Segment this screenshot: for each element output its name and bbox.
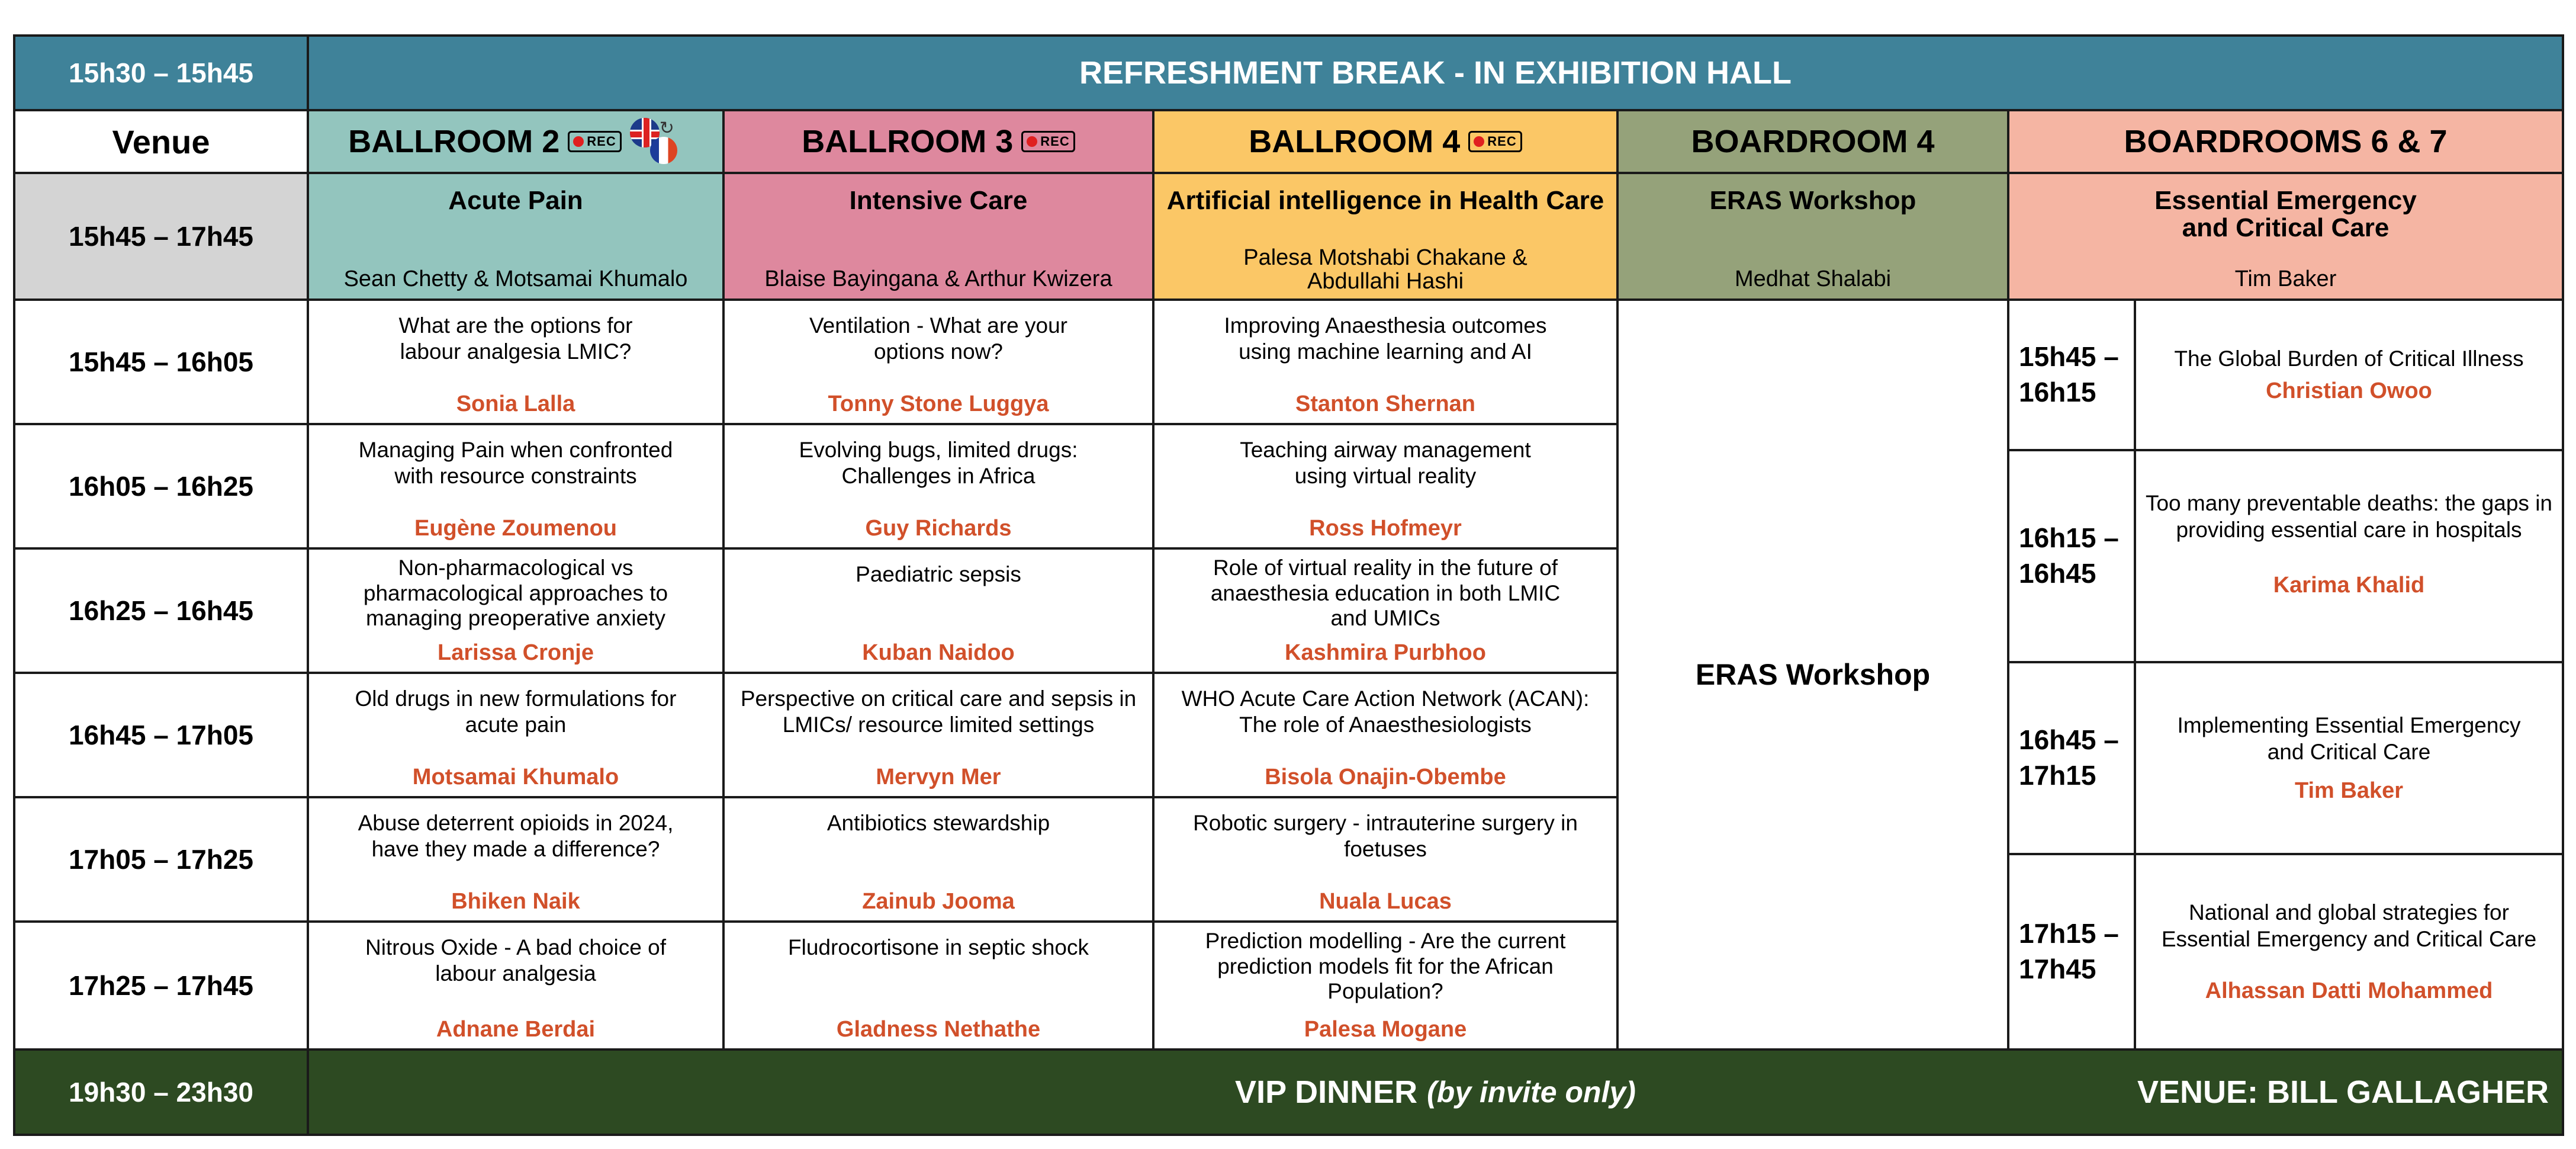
room-name: BALLROOM 2 xyxy=(348,124,560,159)
theme-ballroom4 xyxy=(1152,172,1619,301)
room-header-ballroom3 xyxy=(722,109,1154,174)
dinner-time-cell xyxy=(13,1048,309,1136)
speaker-name: Sonia Lalla xyxy=(456,391,575,416)
record-dot-icon xyxy=(573,136,584,147)
talk-title: Fludrocortisone in septic shock xyxy=(788,935,1089,959)
talk-title: National and global strategies for Essential Emergency and Critical Care xyxy=(2161,900,2537,951)
talk-title: Old drugs in new formulations for acute pain xyxy=(355,686,677,737)
slot-time-cell xyxy=(13,299,309,425)
talk-title: Improving Anaesthesia outcomes using machine learning and AI xyxy=(1224,313,1547,364)
talk-ballroom3 xyxy=(722,423,1154,550)
session-time: 15h45 – 17h45 xyxy=(68,221,253,252)
speaker-name: Christian Owoo xyxy=(2266,378,2432,403)
br67-time-cell xyxy=(2007,661,2136,855)
br67-time: 16h15 – 16h45 xyxy=(2019,522,2119,589)
slot-time: 16h25 – 16h45 xyxy=(68,595,253,626)
theme-title: Artificial intelligence in Health Care xyxy=(1166,186,1604,215)
dinner-time: 19h30 – 23h30 xyxy=(68,1077,253,1108)
slot-time: 16h45 – 17h05 xyxy=(68,720,253,750)
br67-talk xyxy=(2134,299,2564,451)
break-title: REFRESHMENT BREAK - IN EXHIBITION HALL xyxy=(1079,55,1792,91)
speaker-name: Kashmira Purbhoo xyxy=(1285,640,1486,665)
talk-title: Antibiotics stewardship xyxy=(826,811,1050,835)
br67-talk xyxy=(2134,449,2564,663)
break-banner xyxy=(307,34,2564,111)
talk-title: Too many preventable deaths: the gaps in providing essential care in hospitals xyxy=(2145,491,2552,542)
talk-title: Abuse deterrent opioids in 2024, have they made a difference? xyxy=(358,811,674,862)
theme-chairs: Sean Chetty & Motsamai Khumalo xyxy=(343,267,688,292)
break-time-cell xyxy=(13,34,309,111)
eras-workshop-label: ERAS Workshop xyxy=(1695,658,1931,691)
talk-ballroom2 xyxy=(307,547,725,674)
talk-ballroom3 xyxy=(722,796,1154,923)
speaker-name: Bhiken Naik xyxy=(451,889,580,914)
theme-ballroom2 xyxy=(307,172,725,301)
talk-title: Implementing Essential Emergency and Critical Care xyxy=(2177,713,2521,764)
room-name: BALLROOM 4 xyxy=(1249,124,1461,159)
venue-header xyxy=(13,109,309,174)
talk-ballroom4 xyxy=(1152,423,1619,550)
room-header-boardrooms67 xyxy=(2007,109,2564,174)
translation-arrow-icon: ↻ xyxy=(659,118,674,138)
room-name: BOARDROOM 4 xyxy=(1691,124,1935,159)
talk-title: The Global Burden of Critical Illness xyxy=(2174,346,2524,371)
slot-time-cell xyxy=(13,423,309,550)
talk-title: Role of virtual reality in the future of anaesthesia education in both LMIC and UMICs xyxy=(1210,556,1561,631)
speaker-name: Palesa Mogane xyxy=(1304,1017,1467,1042)
talk-ballroom4 xyxy=(1152,920,1619,1051)
session-time-cell xyxy=(13,172,309,301)
talk-title: WHO Acute Care Action Network (ACAN): The role of Anaesthesiologists xyxy=(1181,686,1590,737)
talk-ballroom3 xyxy=(722,547,1154,674)
talk-ballroom4 xyxy=(1152,672,1619,798)
room-name: BALLROOM 3 xyxy=(802,124,1014,159)
slot-time-cell xyxy=(13,672,309,798)
talk-title: Managing Pain when confronted with resource constraints xyxy=(358,438,673,489)
theme-chairs: Palesa Motshabi Chakane & Abdullahi Hashi xyxy=(1243,245,1527,294)
speaker-name: Karima Khalid xyxy=(2273,572,2425,598)
speaker-name: Kuban Naidoo xyxy=(862,640,1015,665)
room-header-boardroom4 xyxy=(1616,109,2009,174)
dinner-note: (by invite only) xyxy=(1427,1076,1636,1109)
slot-time: 17h25 – 17h45 xyxy=(68,970,253,1001)
record-dot-icon xyxy=(1474,136,1484,147)
speaker-name: Zainub Jooma xyxy=(862,889,1015,914)
rec-badge: REC xyxy=(568,131,621,152)
talk-title: Evolving bugs, limited drugs: Challenges in Africa xyxy=(799,438,1078,489)
speaker-name: Adnane Berdai xyxy=(436,1017,596,1042)
speaker-name: Tonny Stone Luggya xyxy=(828,391,1049,416)
talk-ballroom2 xyxy=(307,423,725,550)
speaker-name: Nuala Lucas xyxy=(1319,889,1452,914)
theme-boardrooms67 xyxy=(2007,172,2564,301)
talk-title: Prediction modelling - Are the current prediction models fit for the African Population? xyxy=(1205,929,1566,1004)
theme-title: ERAS Workshop xyxy=(1709,186,1916,215)
talk-ballroom3 xyxy=(722,920,1154,1051)
room-header-ballroom4 xyxy=(1152,109,1619,174)
slot-time: 15h45 – 16h05 xyxy=(68,346,253,377)
talk-ballroom2 xyxy=(307,672,725,798)
speaker-name: Larissa Cronje xyxy=(438,640,594,665)
talk-title: Teaching airway management using virtual reality xyxy=(1240,438,1531,489)
speaker-name: Guy Richards xyxy=(865,516,1012,541)
speaker-name: Gladness Nethathe xyxy=(836,1017,1041,1042)
eras-workshop-block xyxy=(1616,299,2009,1051)
talk-ballroom2 xyxy=(307,796,725,923)
talk-ballroom2 xyxy=(307,920,725,1051)
speaker-name: Tim Baker xyxy=(2294,778,2404,803)
dinner-banner xyxy=(307,1048,2564,1136)
br67-time-cell xyxy=(2007,853,2136,1051)
slot-time-cell xyxy=(13,547,309,674)
slot-time: 17h05 – 17h25 xyxy=(68,844,253,875)
theme-ballroom3 xyxy=(722,172,1154,301)
venue-label: Venue xyxy=(112,123,210,161)
rec-badge: REC xyxy=(1021,131,1075,152)
slot-time: 16h05 – 16h25 xyxy=(68,471,253,502)
room-name: BOARDROOMS 6 & 7 xyxy=(2124,124,2448,159)
talk-title: Non-pharmacological vs pharmacological approaches to managing preoperative anxiety xyxy=(363,556,668,631)
talk-title: Ventilation - What are your options now? xyxy=(809,313,1067,364)
speaker-name: Eugène Zoumenou xyxy=(414,516,617,541)
speaker-name: Ross Hofmeyr xyxy=(1309,516,1462,541)
rec-badge: REC xyxy=(1468,131,1522,152)
talk-title: What are the options for labour analgesia LMIC? xyxy=(398,313,633,364)
talk-title: Nitrous Oxide - A bad choice of labour analgesia xyxy=(365,935,666,986)
br67-talk xyxy=(2134,853,2564,1051)
speaker-name: Motsamai Khumalo xyxy=(412,765,619,789)
theme-title: Intensive Care xyxy=(849,186,1028,215)
talk-ballroom4 xyxy=(1152,547,1619,674)
theme-chairs: Medhat Shalabi xyxy=(1734,267,1892,292)
br67-time: 16h45 – 17h15 xyxy=(2019,724,2119,791)
speaker-name: Mervyn Mer xyxy=(876,765,1001,789)
slot-time-cell xyxy=(13,920,309,1051)
theme-title: Essential Emergency and Critical Care xyxy=(2154,186,2417,243)
record-dot-icon xyxy=(1027,136,1037,147)
slot-time-cell xyxy=(13,796,309,923)
theme-chairs: Blaise Bayingana & Arthur Kwizera xyxy=(764,267,1112,292)
speaker-name: Stanton Shernan xyxy=(1295,391,1476,416)
br67-time: 17h15 – 17h45 xyxy=(2019,918,2119,984)
talk-ballroom2 xyxy=(307,299,725,425)
theme-title: Acute Pain xyxy=(448,186,583,215)
theme-boardroom4 xyxy=(1616,172,2009,301)
talk-title: Paediatric sepsis xyxy=(856,562,1021,586)
br67-time-cell xyxy=(2007,449,2136,663)
br67-talk xyxy=(2134,661,2564,855)
dinner-venue: VENUE: BILL GALLAGHER xyxy=(2137,1074,2549,1110)
speaker-name: Alhassan Datti Mohammed xyxy=(2205,978,2493,1003)
dinner-title: VIP DINNER xyxy=(1235,1074,1418,1110)
br67-time: 15h45 – 16h15 xyxy=(2019,341,2119,407)
language-flags-icon xyxy=(630,118,683,165)
talk-ballroom3 xyxy=(722,299,1154,425)
speaker-name: Bisola Onajin-Obembe xyxy=(1265,765,1506,789)
br67-time-cell xyxy=(2007,299,2136,451)
talk-title: Robotic surgery - intrauterine surgery in foetuses xyxy=(1193,811,1578,862)
room-header-ballroom2 xyxy=(307,109,725,174)
break-time: 15h30 – 15h45 xyxy=(68,57,253,88)
talk-ballroom3 xyxy=(722,672,1154,798)
talk-ballroom4 xyxy=(1152,796,1619,923)
theme-chairs: Tim Baker xyxy=(2234,267,2337,292)
talk-ballroom4 xyxy=(1152,299,1619,425)
talk-title: Perspective on critical care and sepsis in LMICs/ resource limited settings xyxy=(740,686,1137,737)
french-flag-icon xyxy=(650,137,677,164)
